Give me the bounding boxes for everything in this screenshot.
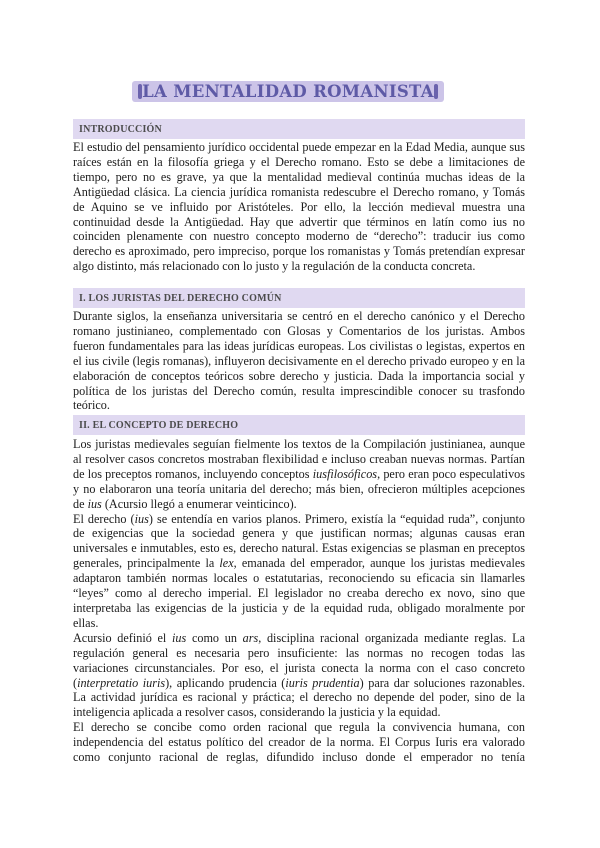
text-run: , disciplina racional organizada mediante reglas. La regulación general es necesaria pero insuficiente: las normas no recogen todas las variaciones circunstanciales. Por eso, el jurista conecta la norma con el caso concreto ( bbox=[73, 630, 526, 690]
body-paragraph bbox=[73, 512, 525, 631]
section-body-juristas bbox=[73, 309, 525, 413]
text-run: Acursio definió el bbox=[73, 630, 173, 645]
italic-term: iusfilosóficos bbox=[312, 466, 378, 481]
italic-term: ius bbox=[87, 496, 102, 511]
section-heading-text: II. EL CONCEPTO DE DERECHO bbox=[79, 419, 239, 431]
body-paragraph bbox=[73, 140, 525, 274]
text-run: Durante siglos, la enseñanza universitaria se centró en el derecho canónico y el Derecho romano justinianeo, complementado con Glosas y Comentarios de los juristas. Ambos fueron fundamentales para las ideas jurídicas europeas. Los civilistas o legistas, expertos en el ius civile (legis romanas), influyeron decisivamente en el derecho privado europeo y en la elaboración de conceptos teóricos sobre derecho y justicia. Dada la importancia social y política de los juristas del Derecho común, resulta imprescindible conocer su trasfondo teórico. bbox=[73, 309, 525, 413]
text-run: Los juristas medievales seguían fielmente los textos de la Compilación justinianea, aunque al resolver casos concretos mostraban flexibilidad e incluso creaban nuevas normas. Partían de los preceptos romanos, incluyendo conceptos bbox=[73, 437, 525, 481]
text-run: como un bbox=[186, 630, 243, 645]
section-body-introduccion bbox=[73, 140, 525, 274]
body-paragraph bbox=[73, 309, 525, 413]
italic-term: interpretatio iuris bbox=[77, 675, 166, 690]
title-banner bbox=[132, 81, 444, 102]
text-run: El estudio del pensamiento jurídico occidental puede empezar en la Edad Media, aunque sus raíces están en la filosofía griega y el Derecho romano. Esto se debe a limitaciones de tiempo, pero no es grave, ya que la mentalidad medieval continúa muchas ideas de la Antigüedad clásica. La ciencia jurídica romanista redescubre el Derecho romano, y Tomás de Aquino se ve influido por Aristóteles. Por ello, la lección medieval muestra una continuidad desde la Antigüedad. Hay que advertir que términos en latín como ius no coinciden plenamente con nuestro concepto moderno de “derecho”: traducir ius como derecho es aproximado, pero impreciso, porque los romanistas y Tomás pretendían expresar algo distinto, más relacionado con lo justo y la regulación de la conducta concreta. bbox=[73, 140, 525, 274]
document-title: LA MENTALIDAD ROMANISTA bbox=[142, 82, 434, 101]
text-run: ) se entendía en varios planos. Primero, existía la “equidad ruda”, conjunto de exigencias que la sociedad genera y que justifican normas; algunas causas eran universales e inmutables, esto es, derecho natural. Estas exigencias se plasman en preceptos generales, principalmente la bbox=[73, 511, 525, 571]
italic-term: ars bbox=[242, 630, 259, 645]
section-heading-text: I. LOS JURISTAS DEL DERECHO COMÚN bbox=[79, 292, 282, 304]
text-run: , emanada del emperador, aunque los juristas medievales adaptaron también normas locales o estatutarias, reconociendo su eficacia sin llamarles “leyes” como al derecho imperial. El legislador no creaba derecho ex novo, sino que interpretaba las exigencias de la justicia y de la equidad ruda, obligado moralmente por ellas. bbox=[73, 556, 526, 630]
italic-term: iuris prudentia bbox=[285, 675, 360, 690]
banner-right-cap bbox=[434, 84, 438, 99]
banner-left-cap bbox=[138, 84, 142, 99]
section-heading-concepto bbox=[73, 415, 525, 435]
italic-term: ius bbox=[134, 511, 149, 526]
section-heading-introduccion bbox=[73, 119, 525, 139]
text-run: (Acursio llegó a enumerar veinticinco). bbox=[101, 496, 297, 511]
italic-term: ius bbox=[172, 630, 187, 645]
section-heading-juristas bbox=[73, 288, 525, 308]
body-paragraph bbox=[73, 631, 525, 720]
text-run: El derecho se concibe como orden racional que regula la convivencia humana, con independencia del estatus político del creador de la norma. El Corpus Iuris era valorado como conjunto racional de reglas, difundido incluso donde el emperador no tenía bbox=[73, 720, 525, 765]
text-run: ), aplicando prudencia ( bbox=[165, 675, 286, 690]
text-run: ) para dar soluciones razonables. La actividad jurídica es racional y práctica; el derecho no depende del poder, sino de la inteligencia aplicada a resolver casos, considerando la justicia y la equidad. bbox=[73, 675, 526, 720]
body-paragraph bbox=[73, 437, 525, 512]
text-run: , pero eran poco especulativos y no elaboraron una teoría unitaria del derecho; más bien, ofrecieron múltiples acepciones de bbox=[73, 466, 526, 511]
section-heading-text: INTRODUCCIÓN bbox=[79, 123, 162, 135]
italic-term: lex bbox=[219, 556, 234, 571]
body-paragraph bbox=[73, 720, 525, 765]
section-body-concepto bbox=[73, 437, 525, 765]
text-run: El derecho ( bbox=[73, 511, 135, 526]
